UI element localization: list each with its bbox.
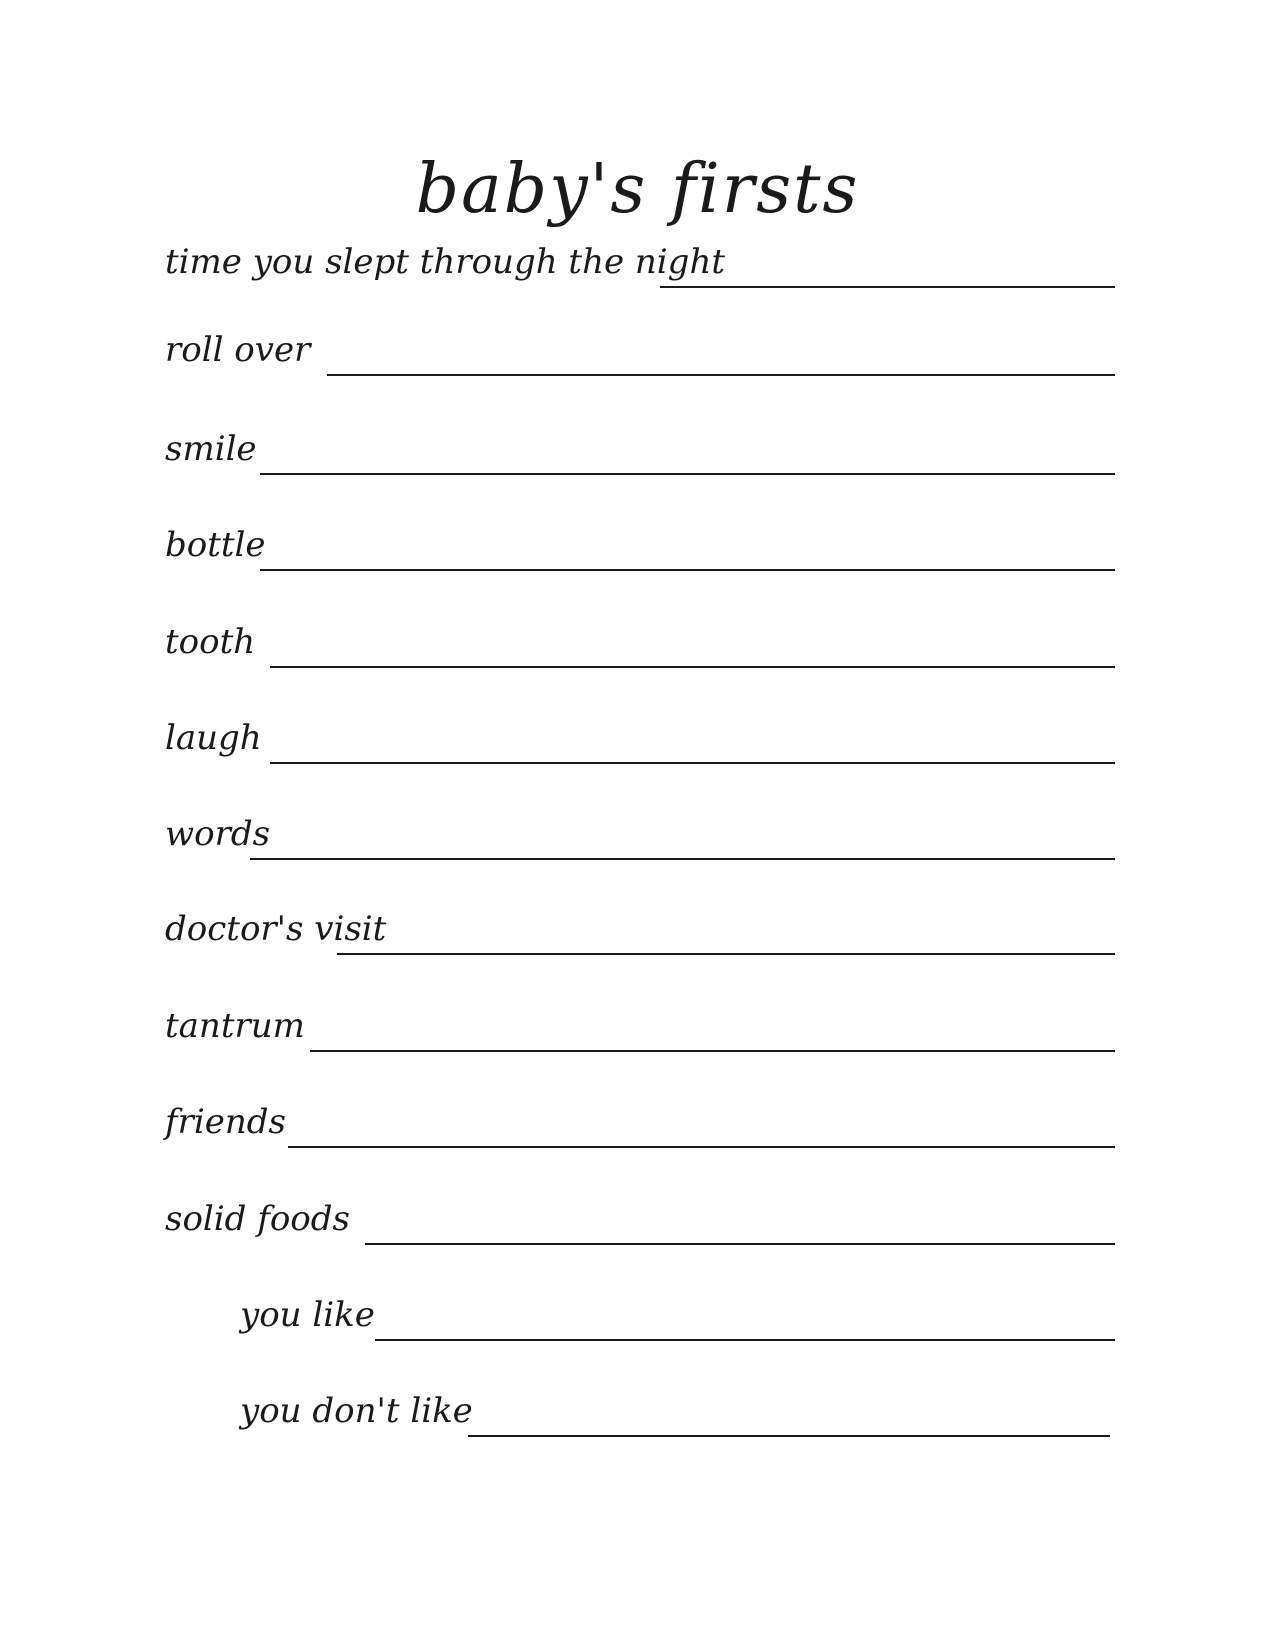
entry-label: friends bbox=[165, 1102, 286, 1142]
entry-row-doctors-visit bbox=[165, 909, 1115, 963]
entry-label: doctor's visit bbox=[165, 909, 387, 949]
entry-row-laugh bbox=[165, 718, 1115, 772]
write-in-line[interactable] bbox=[365, 1243, 1115, 1245]
write-in-line[interactable] bbox=[327, 374, 1115, 376]
entry-label: solid foods bbox=[165, 1199, 350, 1239]
entry-label: time you slept through the night bbox=[165, 242, 726, 282]
page-title: baby's firsts bbox=[415, 150, 860, 229]
entry-label: smile bbox=[165, 429, 257, 469]
entry-row-tooth bbox=[165, 622, 1115, 676]
write-in-line[interactable] bbox=[375, 1339, 1115, 1341]
write-in-line[interactable] bbox=[310, 1050, 1115, 1052]
entry-row-bottle bbox=[165, 525, 1115, 579]
entry-row-roll-over bbox=[165, 330, 1115, 384]
entry-label: tooth bbox=[165, 622, 256, 662]
write-in-line[interactable] bbox=[660, 286, 1115, 288]
write-in-line[interactable] bbox=[260, 473, 1115, 475]
entry-label: roll over bbox=[165, 330, 311, 370]
entry-row-friends bbox=[165, 1102, 1115, 1156]
entry-row-tantrum bbox=[165, 1006, 1115, 1060]
entry-label: laugh bbox=[165, 718, 262, 758]
write-in-line[interactable] bbox=[337, 953, 1115, 955]
write-in-line[interactable] bbox=[260, 569, 1115, 571]
entry-row-you-like bbox=[240, 1295, 1115, 1349]
entry-row-you-dont-like bbox=[240, 1391, 1110, 1445]
entry-row-slept-through-night bbox=[165, 242, 1115, 296]
write-in-line[interactable] bbox=[250, 858, 1115, 860]
entry-label: you don't like bbox=[240, 1391, 473, 1431]
write-in-line[interactable] bbox=[468, 1435, 1110, 1437]
entry-row-solid-foods bbox=[165, 1199, 1115, 1253]
entry-label: you like bbox=[240, 1295, 375, 1335]
write-in-line[interactable] bbox=[270, 666, 1115, 668]
entry-label: tantrum bbox=[165, 1006, 305, 1046]
entry-row-smile bbox=[165, 429, 1115, 483]
entry-label: bottle bbox=[165, 525, 266, 565]
write-in-line[interactable] bbox=[270, 762, 1115, 764]
write-in-line[interactable] bbox=[288, 1146, 1115, 1148]
entry-label: words bbox=[165, 814, 271, 854]
entry-row-words bbox=[165, 814, 1115, 868]
